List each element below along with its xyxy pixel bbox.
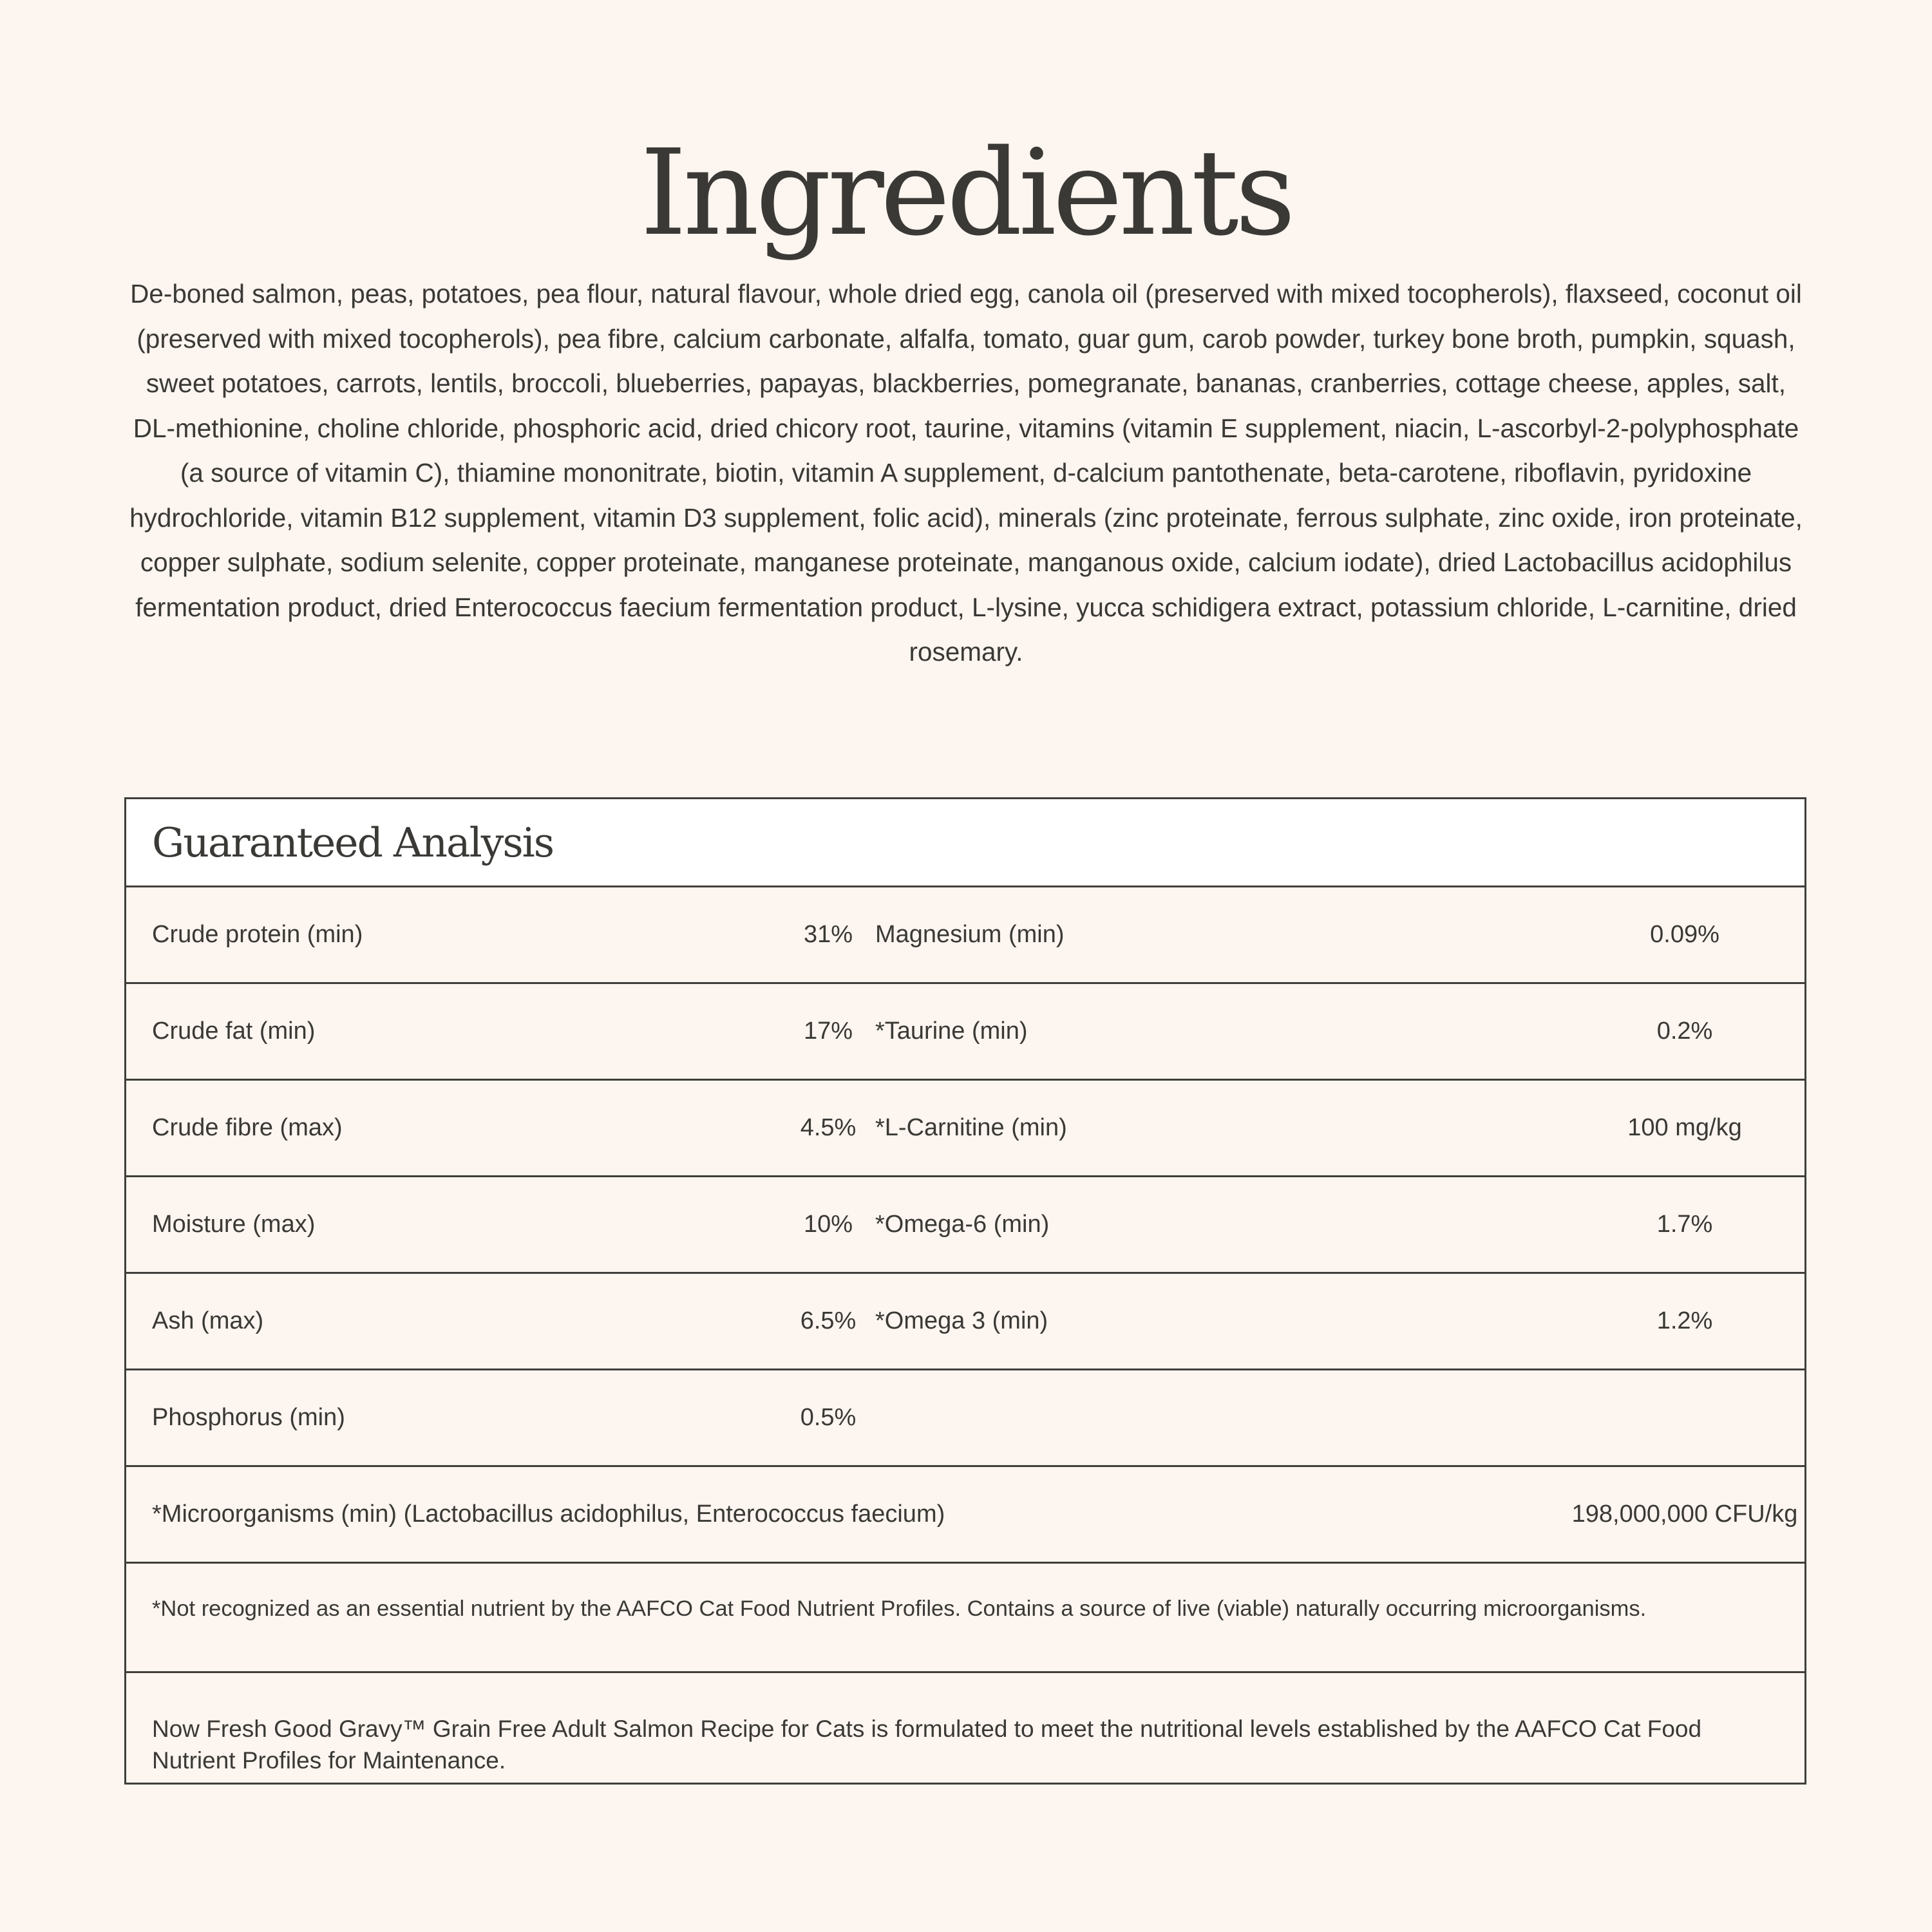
nutrient-label: Crude fibre (max) <box>152 1114 343 1141</box>
nutrient-value: 6.5% <box>800 1307 857 1334</box>
nutrient-value: 100 mg/kg <box>1627 1114 1742 1141</box>
analysis-header <box>126 799 1804 887</box>
ingredients-list: De-boned salmon, peas, potatoes, pea flour, natural flavour, whole dried egg, canola oil (preserved with mixed tocopherols), flaxseed, coconut oil (preserved with mixed tocopherols), pea fibre, calcium carbonate, alfalfa, tomato, guar gum, carob powder, turkey bone broth, pumpkin, squash, sweet potatoes, carrots, lentils, broccoli, blueberries, papayas, blackberries, pomegranate, bananas, cranberries, cottage cheese, apples, salt, DL-methionine, choline chloride, phosphoric acid, dried chicory root, taurine, vitamins (vitamin E supplement, niacin, L-ascorbyl-2-polyphosphate (a source of vitamin C), thiamine mononitrate, biotin, vitamin A supplement, d-calcium pantothenate, beta-carotene, riboflavin, pyridoxine hydrochloride, vitamin B12 supplement, vitamin D3 supplement, folic acid), minerals (zinc proteinate, ferrous sulphate, zinc oxide, iron proteinate, copper sulphate, sodium selenite, copper proteinate, manganese proteinate, manganous oxide, calcium iodate), dried Lactobacillus acidophilus fermentation product, dried Enterococcus faecium fermentation product, L-lysine, yucca schidigera extract, potassium chloride, L-carnitine, dried rosemary. <box>129 279 1803 667</box>
nutrient-label: Magnesium (min) <box>875 921 1065 948</box>
nutrient-value: 10% <box>803 1211 853 1238</box>
aafco-statement: Now Fresh Good Gravy™ Grain Free Adult Salmon Recipe for Cats is formulated to meet the nutritional levels established by the AAFCO Cat Food Nutrient Profiles for Maintenance. <box>152 1716 1702 1774</box>
nutrient-value: 1.7% <box>1656 1211 1713 1238</box>
nutrient-value: 31% <box>803 921 853 948</box>
table-row <box>126 984 1804 1081</box>
nutrient-label: *Omega-6 (min) <box>875 1211 1050 1238</box>
nutrient-value: 0.5% <box>800 1404 857 1431</box>
table-row <box>126 1274 1804 1370</box>
table-row <box>126 887 1804 984</box>
microorganisms-row <box>126 1467 1804 1564</box>
nutrient-label: Phosphorus (min) <box>152 1404 345 1431</box>
nutrient-label: Ash (max) <box>152 1307 264 1334</box>
table-row <box>126 1177 1804 1274</box>
table-row <box>126 1370 1804 1467</box>
nutrient-value: 17% <box>803 1018 853 1045</box>
page-title: Ingredients <box>639 124 1293 262</box>
nutrient-label: *Omega 3 (min) <box>875 1307 1048 1334</box>
analysis-title: Guaranteed Analysis <box>152 819 554 866</box>
guaranteed-analysis-table <box>124 797 1806 1785</box>
nutrient-label: *Taurine (min) <box>875 1018 1028 1045</box>
nutrient-label: Moisture (max) <box>152 1211 316 1238</box>
nutrient-value: 4.5% <box>800 1114 857 1141</box>
table-row <box>126 1081 1804 1177</box>
microorganisms-value: 198,000,000 CFU/kg <box>1571 1501 1798 1528</box>
nutrient-value <box>1492 1370 1878 1465</box>
nutrient-label: Crude fat (min) <box>152 1018 316 1045</box>
nutrient-value: 0.2% <box>1656 1018 1713 1045</box>
nutrient-value: 0.09% <box>1650 921 1719 948</box>
nutrient-label: *L-Carnitine (min) <box>875 1114 1067 1141</box>
microorganisms-label: *Microorganisms (min) (Lactobacillus acidophilus, Enterococcus faecium) <box>152 1501 945 1528</box>
footnote: *Not recognized as an essential nutrient by the AAFCO Cat Food Nutrient Profiles. Contains a source of live (viable) naturally occurring microorganisms. <box>126 1564 1804 1673</box>
nutrient-value: 1.2% <box>1656 1307 1713 1334</box>
nutrient-label: Crude protein (min) <box>152 921 363 948</box>
